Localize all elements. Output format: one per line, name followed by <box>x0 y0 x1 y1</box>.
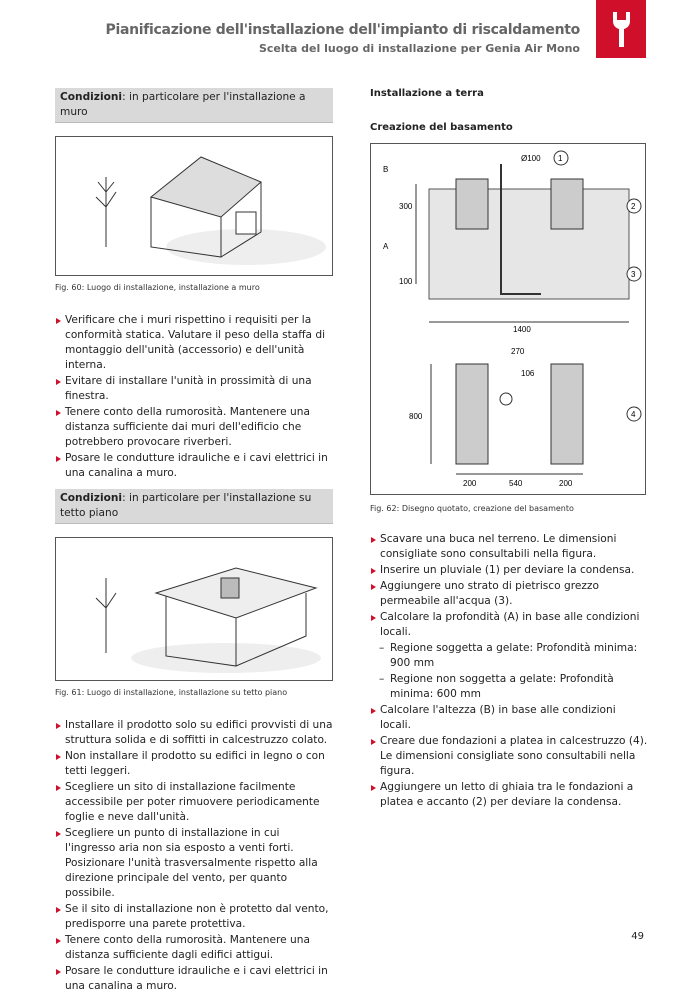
svg-text:270: 270 <box>511 347 525 356</box>
condition-wall: Condizioni: in particolare per l'installazione a muro <box>55 88 333 123</box>
foundation-drawing <box>370 143 646 495</box>
figure-61-caption: Fig. 61: Luogo di installazione, installazione su tetto piano <box>55 688 288 697</box>
figure-flat-roof-install <box>55 537 333 681</box>
section-heading: Installazione a terra <box>370 88 484 99</box>
list-item: Se il sito di installazione non è protetto dal vento, predisporre una parete protettiva. <box>55 902 333 932</box>
list-item: Tenere conto della rumorosità. Mantenere una distanza sufficiente dai muri dell'edificio che potrebbero provocare riverberi. <box>55 405 333 450</box>
figure-wall-install <box>55 136 333 276</box>
list-item: Posare le condutture idrauliche e i cavi elettrici in una canalina a muro. <box>55 451 333 481</box>
figure-60-caption: Fig. 60: Luogo di installazione, installazione a muro <box>55 283 260 292</box>
list-item: Scegliere un punto di installazione in cui l'ingresso aria non sia esposto a venti forti. Posizionare l'unità trasversalmente rispetto alla direzione principale del vento, per quanto possibile. <box>55 826 333 901</box>
svg-text:106: 106 <box>521 369 535 378</box>
list-item: Aggiungere uno strato di pietrisco grezzo permeabile all'acqua (3). <box>370 579 648 609</box>
flat-roof-conditions-list <box>55 718 333 994</box>
list-item: Posare le condutture idrauliche e i cavi elettrici in una canalina a muro. <box>55 964 333 994</box>
list-item: Scegliere un sito di installazione facilmente accessibile per poter rimuovere periodicamente foglie e neve dall'unità. <box>55 780 333 825</box>
condition-flat-roof: Condizioni: in particolare per l'installazione su tetto piano <box>55 489 333 524</box>
header-subtitle: Scelta del luogo di installazione per Genia Air Mono <box>258 42 580 55</box>
svg-text:A: A <box>383 242 389 251</box>
list-item: Aggiungere un letto di ghiaia tra le fondazioni a platea e accanto (2) per deviare la condensa. <box>370 780 648 810</box>
list-item: Calcolare l'altezza (B) in base alle condizioni locali. <box>370 703 648 733</box>
list-item: Inserire un pluviale (1) per deviare la condensa. <box>370 563 648 578</box>
sub-item: – Regione non soggetta a gelate: Profondità minima: 600 mm <box>370 672 648 702</box>
list-item: Calcolare la profondità (A) in base alle condizioni locali. <box>370 610 648 640</box>
svg-text:800: 800 <box>409 412 423 421</box>
svg-text:540: 540 <box>509 479 523 488</box>
subsection-heading: Creazione del basamento <box>370 122 513 133</box>
svg-text:B: B <box>383 165 389 174</box>
page-number: 49 <box>631 931 644 942</box>
list-item: Creare due fondazioni a platea in calcestruzzo (4). Le dimensioni consigliate sono consultabili nella figura. <box>370 734 648 779</box>
left-column <box>55 88 333 995</box>
svg-text:2: 2 <box>631 202 636 211</box>
list-item: Installare il prodotto solo su edifici provvisti di una struttura solida e di soffitti in calcestruzzo colato. <box>55 718 333 748</box>
wall-conditions-list <box>55 313 333 481</box>
page-header <box>105 22 580 55</box>
header-title: Pianificazione dell'installazione dell'impianto di riscaldamento <box>105 22 580 38</box>
sub-item: – Regione soggetta a gelate: Profondità minima: 900 mm <box>370 641 648 671</box>
right-column <box>370 86 648 811</box>
svg-text:1400: 1400 <box>513 325 531 334</box>
list-item: Verificare che i muri rispettino i requisiti per la conformità statica. Valutare il peso della staffa di montaggio dell'unità (accessorio) e dell'unità interna. <box>55 313 333 373</box>
svg-text:300: 300 <box>399 202 413 211</box>
svg-text:200: 200 <box>463 479 477 488</box>
svg-text:Ø100: Ø100 <box>521 154 541 163</box>
svg-text:3: 3 <box>631 270 636 279</box>
svg-text:4: 4 <box>631 410 636 419</box>
svg-text:1: 1 <box>558 154 563 163</box>
svg-text:200: 200 <box>559 479 573 488</box>
wrench-icon <box>596 0 646 58</box>
svg-text:100: 100 <box>399 277 413 286</box>
list-item: Evitare di installare l'unità in prossimità di una finestra. <box>55 374 333 404</box>
list-item: Non installare il prodotto su edifici in legno o con tetti leggeri. <box>55 749 333 779</box>
foundation-steps-list <box>370 532 648 810</box>
figure-62-caption: Fig. 62: Disegno quotato, creazione del basamento <box>370 504 574 513</box>
list-item: Tenere conto della rumorosità. Mantenere una distanza sufficiente dagli edifici attigui. <box>55 933 333 963</box>
list-item: Scavare una buca nel terreno. Le dimensioni consigliate sono consultabili nella figura. <box>370 532 648 562</box>
